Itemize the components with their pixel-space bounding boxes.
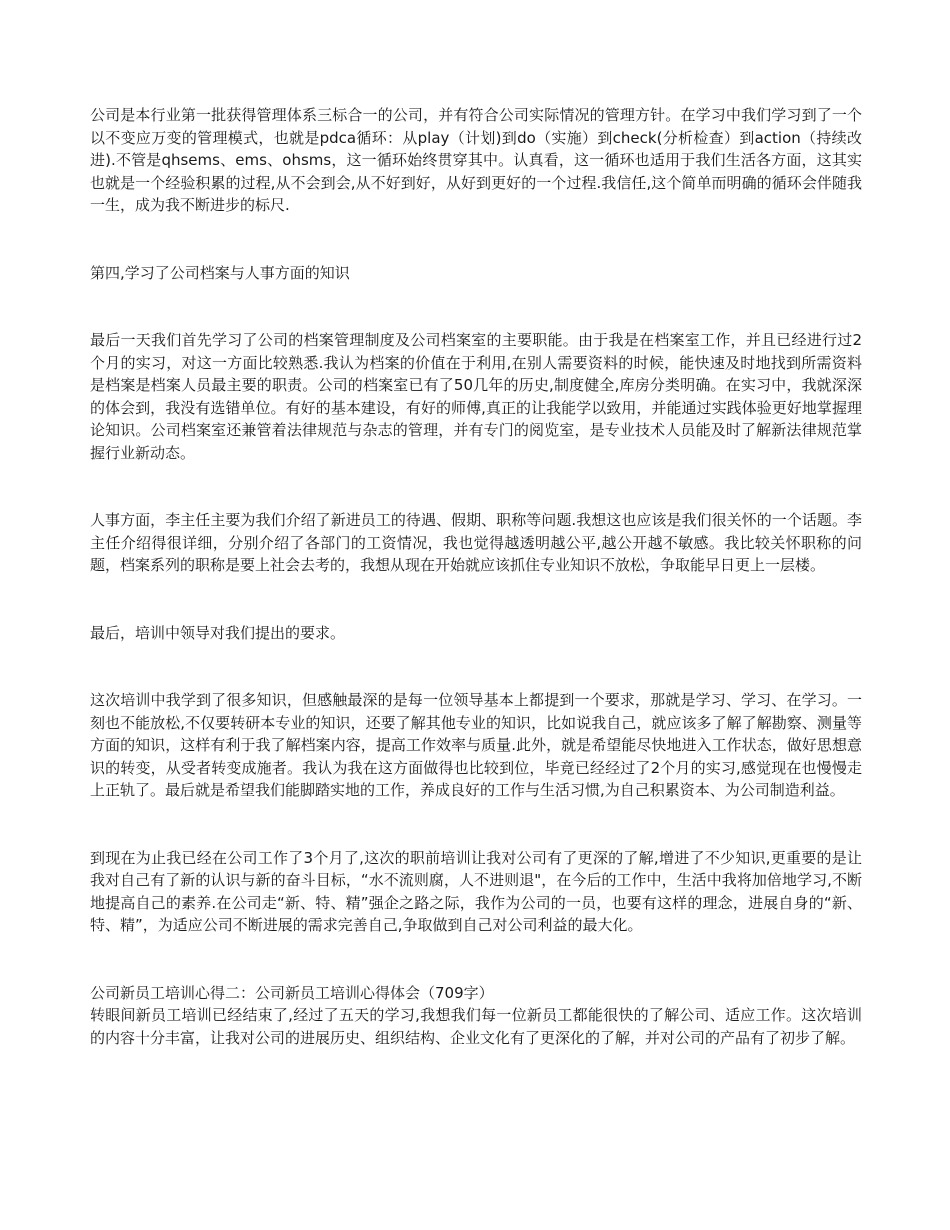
paragraph-training-learning: 这次培训中我学到了很多知识，但感触最深的是每一位领导基本上都提到一个要求，那就是学习、学习、在学习。一刻也不能放松,不仅要转研本专业的知识，还要了解其他专业的知识，比如说我自己，就应该多了解了解勘察、测量等方面的知识，这样有利于我了解档案内容，提高工作效率与质量.此外，就是希望能尽快地进入工作状态，做好思想意识的转变，从受者转变成施者。我认为我在这方面做得也比较到位，毕竟已经经过了2个月的实习,感觉现在也慢慢走上正轨了。最后就是希望我们能脚踏实地的工作，养成良好的工作与生活习惯,为自己积累资本、为公司制造利益。 — [90, 691, 862, 799]
article-title-part-two: 公司新员工培训心得二：公司新员工培训心得体会（709字） — [90, 983, 494, 1002]
paragraph-archives: 最后一天我们首先学习了公司的档案管理制度及公司档案室的主要职能。由于我是在档案室工作，并且已经进行过2个月的实习，对这一方面比较熟悉.我认为档案的价值在于利用,在别人需要资料的时候，能快速及时地找到所需资料是档案是档案人员最主要的职责。公司的档案室已有了50几年的历史,制度健全,库房分类明确。在实习中，我就深深的体会到，我没有选错单位。有好的基本建设，有好的师傅,真正的让我能学以致用，并能通过实践体验更好地掌握理论知识。公司档案室还兼管着法律规范与杂志的管理，并有专门的阅览室，是专业技术人员能及时了解新法律规范掌握行业新动态。 — [90, 331, 862, 462]
paragraph-personnel: 人事方面，李主任主要为我们介绍了新进员工的待遇、假期、职称等问题.我想这也应该是我们很关怀的一个话题。李主任介绍得很详细，分别介绍了各部门的工资情况，我也觉得越透明越公平,越公开越不敏感。我比较关怀职称的问题，档案系列的职称是要上社会去考的，我想从现在开始就应该抓住专业知识不放松，争取能早日更上一层楼。 — [90, 511, 862, 574]
section-heading-archives-hr: 第四,学习了公司档案与人事方面的知识 — [90, 263, 350, 282]
paragraph-training-summary: 转眼间新员工培训已经结束了,经过了五天的学习,我想我们每一位新员工都能很快的了解公司、适应工作。这次培训的内容十分丰富，让我对公司的进展历史、组织结构、企业文化有了更深化的了解，并对公司的产品有了初步了解。 — [90, 1006, 862, 1047]
paragraph-management-cycle: 公司是本行业第一批获得管理体系三标合一的公司，并有符合公司实际情况的管理方针。在学习中我们学习到了一个以不变应万变的管理模式，也就是pdca循环：从play（计划)到do（实施）到check(分析检查）到action（持续改进).不管是qhsems、ems、ohsms，这一循环始终贯穿其中。认真看，这一循环也适用于我们生活各方面，这其实也就是一个经验积累的过程,从不会到会,从不好到好，从好到更好的一个过程.我信任,这个简单而明确的循环会伴随我一生，成为我不断进步的标尺. — [90, 106, 862, 214]
paragraph-three-months: 到现在为止我已经在公司工作了3个月了,这次的职前培训让我对公司有了更深的了解,增进了不少知识,更重要的是让我对自己有了新的认识与新的奋斗目标，“水不流则腐，人不进则退"，在今后的工作中，生活中我将加倍地学习,不断地提高自己的素养.在公司走“新、特、精”强企之路之际，我作为公司的一员，也要有这样的理念，进展自身的“新、特、精”，为适应公司不断进展的需求完善自己,争取做到自己对公司利益的最大化。 — [90, 848, 862, 934]
document-body — [90, 104, 862, 1049]
paragraph-leader-requirements-heading: 最后，培训中领导对我们提出的要求。 — [90, 623, 346, 642]
